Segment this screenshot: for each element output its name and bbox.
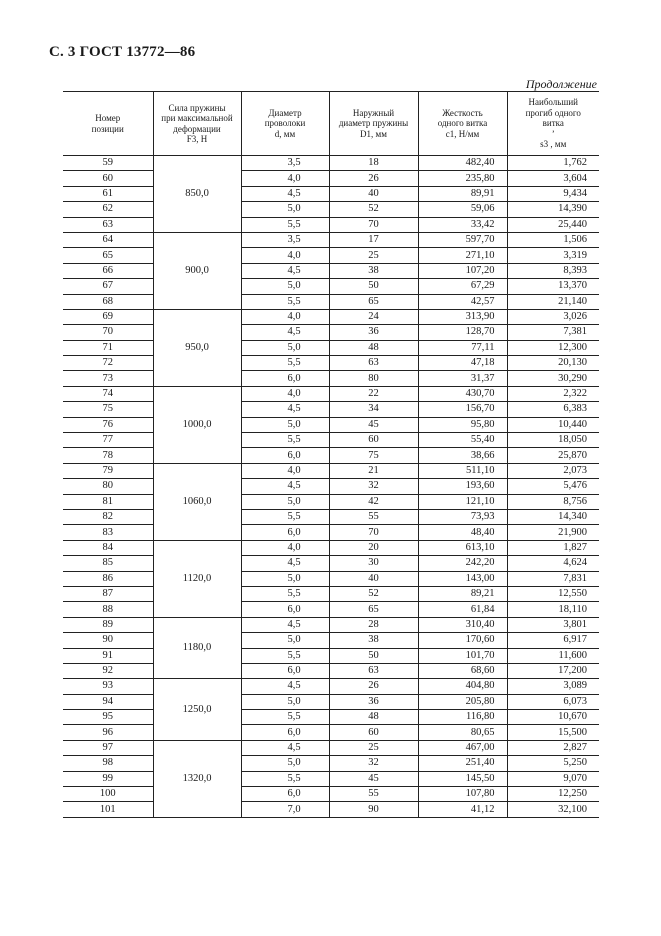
wire-diameter-cell: 5,5	[241, 648, 329, 663]
table-row	[63, 279, 599, 294]
outer-diameter-cell: 38	[329, 633, 418, 648]
outer-diameter-cell: 80	[329, 371, 418, 386]
position-cell: 91	[63, 648, 153, 663]
deflection-cell: 30,290	[507, 371, 599, 386]
position-cell: 89	[63, 617, 153, 632]
stiffness-cell: 193,60	[418, 479, 507, 494]
stiffness-cell: 59,06	[418, 202, 507, 217]
page-title: С. 3 ГОСТ 13772—86	[49, 44, 196, 60]
wire-diameter-cell: 5,5	[241, 509, 329, 524]
deflection-cell: 18,050	[507, 433, 599, 448]
table-row	[63, 571, 599, 586]
position-cell: 95	[63, 710, 153, 725]
stiffness-cell: 33,42	[418, 217, 507, 232]
wire-diameter-cell: 4,0	[241, 386, 329, 401]
outer-diameter-cell: 24	[329, 309, 418, 324]
table-row	[63, 617, 599, 632]
table-row	[63, 679, 599, 694]
position-cell: 97	[63, 740, 153, 755]
spring-parameters-table	[63, 91, 599, 818]
outer-diameter-cell: 65	[329, 294, 418, 309]
position-cell: 96	[63, 725, 153, 740]
outer-diameter-cell: 21	[329, 463, 418, 478]
position-cell: 77	[63, 433, 153, 448]
outer-diameter-cell: 32	[329, 756, 418, 771]
outer-diameter-cell: 90	[329, 802, 418, 817]
outer-diameter-cell: 25	[329, 740, 418, 755]
force-cell: 950,0	[153, 309, 241, 386]
stiffness-cell: 467,00	[418, 740, 507, 755]
stiffness-cell: 121,10	[418, 494, 507, 509]
position-cell: 59	[63, 156, 153, 171]
wire-diameter-cell: 4,5	[241, 402, 329, 417]
outer-diameter-cell: 17	[329, 232, 418, 247]
outer-diameter-cell: 20	[329, 540, 418, 555]
table-row	[63, 356, 599, 371]
position-cell: 74	[63, 386, 153, 401]
outer-diameter-cell: 36	[329, 325, 418, 340]
position-cell: 76	[63, 417, 153, 432]
stiffness-cell: 55,40	[418, 433, 507, 448]
wire-diameter-cell: 4,5	[241, 186, 329, 201]
table-row	[63, 710, 599, 725]
wire-diameter-cell: 6,0	[241, 663, 329, 678]
table-row	[63, 556, 599, 571]
outer-diameter-cell: 60	[329, 725, 418, 740]
deflection-cell: 21,900	[507, 525, 599, 540]
stiffness-cell: 95,80	[418, 417, 507, 432]
outer-diameter-cell: 34	[329, 402, 418, 417]
deflection-cell: 12,300	[507, 340, 599, 355]
column-header-position: Номер позиции	[63, 92, 153, 156]
position-cell: 67	[63, 279, 153, 294]
stiffness-cell: 77,11	[418, 340, 507, 355]
force-cell: 1000,0	[153, 386, 241, 463]
wire-diameter-cell: 5,0	[241, 279, 329, 294]
table-row	[63, 725, 599, 740]
deflection-cell: 1,762	[507, 156, 599, 171]
table-row	[63, 494, 599, 509]
position-cell: 70	[63, 325, 153, 340]
outer-diameter-cell: 42	[329, 494, 418, 509]
table-row	[63, 802, 599, 817]
deflection-cell: 25,870	[507, 448, 599, 463]
deflection-cell: 10,440	[507, 417, 599, 432]
position-cell: 94	[63, 694, 153, 709]
outer-diameter-cell: 70	[329, 525, 418, 540]
table-row	[63, 771, 599, 786]
wire-diameter-cell: 5,5	[241, 217, 329, 232]
force-cell: 1060,0	[153, 463, 241, 540]
table-row	[63, 648, 599, 663]
table-row	[63, 402, 599, 417]
wire-diameter-cell: 5,5	[241, 433, 329, 448]
wire-diameter-cell: 4,5	[241, 325, 329, 340]
force-cell: 850,0	[153, 156, 241, 233]
wire-diameter-cell: 6,0	[241, 602, 329, 617]
table-row	[63, 602, 599, 617]
deflection-cell: 5,476	[507, 479, 599, 494]
outer-diameter-cell: 26	[329, 679, 418, 694]
outer-diameter-cell: 52	[329, 202, 418, 217]
stiffness-cell: 38,66	[418, 448, 507, 463]
position-cell: 78	[63, 448, 153, 463]
position-cell: 73	[63, 371, 153, 386]
deflection-cell: 3,604	[507, 171, 599, 186]
table-row	[63, 740, 599, 755]
outer-diameter-cell: 55	[329, 509, 418, 524]
wire-diameter-cell: 6,0	[241, 525, 329, 540]
table-row	[63, 694, 599, 709]
stiffness-cell: 107,80	[418, 787, 507, 802]
wire-diameter-cell: 5,0	[241, 494, 329, 509]
wire-diameter-cell: 6,0	[241, 787, 329, 802]
deflection-cell: 9,434	[507, 186, 599, 201]
stiffness-cell: 613,10	[418, 540, 507, 555]
wire-diameter-cell: 3,5	[241, 156, 329, 171]
position-cell: 81	[63, 494, 153, 509]
deflection-cell: 6,917	[507, 633, 599, 648]
table-row	[63, 340, 599, 355]
table-row	[63, 586, 599, 601]
stiffness-cell: 48,40	[418, 525, 507, 540]
stiffness-cell: 116,80	[418, 710, 507, 725]
position-cell: 62	[63, 202, 153, 217]
wire-diameter-cell: 5,0	[241, 571, 329, 586]
table-row	[63, 263, 599, 278]
deflection-cell: 2,322	[507, 386, 599, 401]
wire-diameter-cell: 5,5	[241, 586, 329, 601]
position-cell: 90	[63, 633, 153, 648]
stiffness-cell: 101,70	[418, 648, 507, 663]
stiffness-cell: 68,60	[418, 663, 507, 678]
position-cell: 92	[63, 663, 153, 678]
outer-diameter-cell: 32	[329, 479, 418, 494]
wire-diameter-cell: 4,0	[241, 540, 329, 555]
deflection-cell: 7,831	[507, 571, 599, 586]
wire-diameter-cell: 4,0	[241, 463, 329, 478]
deflection-cell: 32,100	[507, 802, 599, 817]
column-header-stiffness: Жесткость одного витка c1, Н/мм	[418, 92, 507, 156]
outer-diameter-cell: 52	[329, 586, 418, 601]
table-body	[63, 156, 599, 818]
deflection-cell: 4,624	[507, 556, 599, 571]
stiffness-cell: 73,93	[418, 509, 507, 524]
position-cell: 68	[63, 294, 153, 309]
outer-diameter-cell: 45	[329, 417, 418, 432]
deflection-cell: 8,393	[507, 263, 599, 278]
column-header-wire-diameter: Диаметр проволоки d, мм	[241, 92, 329, 156]
outer-diameter-cell: 63	[329, 663, 418, 678]
deflection-cell: 10,670	[507, 710, 599, 725]
outer-diameter-cell: 36	[329, 694, 418, 709]
outer-diameter-cell: 45	[329, 771, 418, 786]
stiffness-cell: 80,65	[418, 725, 507, 740]
wire-diameter-cell: 5,0	[241, 633, 329, 648]
position-cell: 85	[63, 556, 153, 571]
table-row	[63, 540, 599, 555]
deflection-cell: 8,756	[507, 494, 599, 509]
outer-diameter-cell: 28	[329, 617, 418, 632]
position-cell: 87	[63, 586, 153, 601]
outer-diameter-cell: 26	[329, 171, 418, 186]
table-row	[63, 756, 599, 771]
outer-diameter-cell: 30	[329, 556, 418, 571]
wire-diameter-cell: 5,0	[241, 694, 329, 709]
force-cell: 1320,0	[153, 740, 241, 817]
stiffness-cell: 271,10	[418, 248, 507, 263]
table-row	[63, 156, 599, 171]
force-cell: 1180,0	[153, 617, 241, 679]
wire-diameter-cell: 4,5	[241, 263, 329, 278]
position-cell: 99	[63, 771, 153, 786]
position-cell: 83	[63, 525, 153, 540]
outer-diameter-cell: 65	[329, 602, 418, 617]
outer-diameter-cell: 50	[329, 648, 418, 663]
position-cell: 88	[63, 602, 153, 617]
table-row	[63, 417, 599, 432]
position-cell: 82	[63, 509, 153, 524]
stiffness-cell: 251,40	[418, 756, 507, 771]
table-row	[63, 309, 599, 324]
wire-diameter-cell: 4,0	[241, 248, 329, 263]
stiffness-cell: 313,90	[418, 309, 507, 324]
outer-diameter-cell: 63	[329, 356, 418, 371]
stiffness-cell: 235,80	[418, 171, 507, 186]
outer-diameter-cell: 70	[329, 217, 418, 232]
deflection-cell: 3,319	[507, 248, 599, 263]
deflection-cell: 1,827	[507, 540, 599, 555]
stiffness-cell: 67,29	[418, 279, 507, 294]
deflection-cell: 7,381	[507, 325, 599, 340]
stiffness-cell: 128,70	[418, 325, 507, 340]
table-row	[63, 448, 599, 463]
stiffness-cell: 205,80	[418, 694, 507, 709]
stiffness-cell: 47,18	[418, 356, 507, 371]
table-row	[63, 171, 599, 186]
force-cell: 1120,0	[153, 540, 241, 617]
force-cell: 900,0	[153, 232, 241, 309]
deflection-cell: 11,600	[507, 648, 599, 663]
deflection-cell: 17,200	[507, 663, 599, 678]
stiffness-cell: 511,10	[418, 463, 507, 478]
stiffness-cell: 404,80	[418, 679, 507, 694]
table-row	[63, 386, 599, 401]
position-cell: 86	[63, 571, 153, 586]
wire-diameter-cell: 5,5	[241, 294, 329, 309]
wire-diameter-cell: 6,0	[241, 725, 329, 740]
wire-diameter-cell: 5,5	[241, 771, 329, 786]
deflection-cell: 21,140	[507, 294, 599, 309]
stiffness-cell: 41,12	[418, 802, 507, 817]
column-header-deflection: Наибольший прогиб одного витка ’ s3 , мм	[507, 92, 599, 156]
deflection-cell: 12,550	[507, 586, 599, 601]
wire-diameter-cell: 5,5	[241, 710, 329, 725]
wire-diameter-cell: 7,0	[241, 802, 329, 817]
wire-diameter-cell: 4,0	[241, 171, 329, 186]
stiffness-cell: 310,40	[418, 617, 507, 632]
stiffness-cell: 89,21	[418, 586, 507, 601]
outer-diameter-cell: 40	[329, 571, 418, 586]
table-row	[63, 217, 599, 232]
position-cell: 66	[63, 263, 153, 278]
table-row	[63, 663, 599, 678]
deflection-cell: 5,250	[507, 756, 599, 771]
stiffness-cell: 42,57	[418, 294, 507, 309]
position-cell: 64	[63, 232, 153, 247]
position-cell: 65	[63, 248, 153, 263]
deflection-cell: 14,340	[507, 509, 599, 524]
deflection-cell: 12,250	[507, 787, 599, 802]
wire-diameter-cell: 4,5	[241, 617, 329, 632]
table-row	[63, 787, 599, 802]
deflection-cell: 3,089	[507, 679, 599, 694]
position-cell: 69	[63, 309, 153, 324]
table-row	[63, 371, 599, 386]
position-cell: 71	[63, 340, 153, 355]
position-cell: 63	[63, 217, 153, 232]
position-cell: 72	[63, 356, 153, 371]
outer-diameter-cell: 38	[329, 263, 418, 278]
position-cell: 93	[63, 679, 153, 694]
wire-diameter-cell: 4,5	[241, 479, 329, 494]
table-row	[63, 202, 599, 217]
position-cell: 60	[63, 171, 153, 186]
deflection-cell: 3,026	[507, 309, 599, 324]
position-cell: 80	[63, 479, 153, 494]
outer-diameter-cell: 25	[329, 248, 418, 263]
deflection-cell: 25,440	[507, 217, 599, 232]
table-header-row	[63, 92, 599, 156]
outer-diameter-cell: 75	[329, 448, 418, 463]
table-row	[63, 633, 599, 648]
stiffness-cell: 482,40	[418, 156, 507, 171]
deflection-cell: 1,506	[507, 232, 599, 247]
position-cell: 84	[63, 540, 153, 555]
stiffness-cell: 31,37	[418, 371, 507, 386]
outer-diameter-cell: 50	[329, 279, 418, 294]
wire-diameter-cell: 4,5	[241, 556, 329, 571]
wire-diameter-cell: 4,5	[241, 740, 329, 755]
position-cell: 79	[63, 463, 153, 478]
wire-diameter-cell: 5,0	[241, 202, 329, 217]
wire-diameter-cell: 6,0	[241, 371, 329, 386]
outer-diameter-cell: 22	[329, 386, 418, 401]
wire-diameter-cell: 5,5	[241, 356, 329, 371]
outer-diameter-cell: 40	[329, 186, 418, 201]
table-row	[63, 433, 599, 448]
stiffness-cell: 156,70	[418, 402, 507, 417]
outer-diameter-cell: 60	[329, 433, 418, 448]
deflection-cell: 9,070	[507, 771, 599, 786]
stiffness-cell: 89,91	[418, 186, 507, 201]
continuation-label: Продолжение	[525, 77, 597, 91]
wire-diameter-cell: 4,5	[241, 679, 329, 694]
stiffness-cell: 430,70	[418, 386, 507, 401]
wire-diameter-cell: 3,5	[241, 232, 329, 247]
table-row	[63, 463, 599, 478]
position-cell: 98	[63, 756, 153, 771]
stiffness-cell: 107,20	[418, 263, 507, 278]
deflection-cell: 2,073	[507, 463, 599, 478]
deflection-cell: 6,073	[507, 694, 599, 709]
deflection-cell: 20,130	[507, 356, 599, 371]
column-header-outer-diameter: Наружный диаметр пружины D1, мм	[329, 92, 418, 156]
table-row	[63, 186, 599, 201]
position-cell: 100	[63, 787, 153, 802]
wire-diameter-cell: 5,0	[241, 756, 329, 771]
stiffness-cell: 145,50	[418, 771, 507, 786]
deflection-cell: 3,801	[507, 617, 599, 632]
deflection-cell: 15,500	[507, 725, 599, 740]
deflection-cell: 6,383	[507, 402, 599, 417]
deflection-cell: 14,390	[507, 202, 599, 217]
stiffness-cell: 170,60	[418, 633, 507, 648]
outer-diameter-cell: 18	[329, 156, 418, 171]
outer-diameter-cell: 48	[329, 710, 418, 725]
stiffness-cell: 597,70	[418, 232, 507, 247]
position-cell: 61	[63, 186, 153, 201]
table-row	[63, 525, 599, 540]
position-cell: 101	[63, 802, 153, 817]
deflection-cell: 2,827	[507, 740, 599, 755]
position-cell: 75	[63, 402, 153, 417]
table-row	[63, 248, 599, 263]
wire-diameter-cell: 5,0	[241, 340, 329, 355]
force-cell: 1250,0	[153, 679, 241, 741]
wire-diameter-cell: 4,0	[241, 309, 329, 324]
outer-diameter-cell: 55	[329, 787, 418, 802]
wire-diameter-cell: 6,0	[241, 448, 329, 463]
stiffness-cell: 143,00	[418, 571, 507, 586]
column-header-force: Сила пружины при максимальной деформации F3, Н	[153, 92, 241, 156]
deflection-cell: 13,370	[507, 279, 599, 294]
table-row	[63, 325, 599, 340]
stiffness-cell: 242,20	[418, 556, 507, 571]
table-row	[63, 294, 599, 309]
table-row	[63, 232, 599, 247]
stiffness-cell: 61,84	[418, 602, 507, 617]
outer-diameter-cell: 48	[329, 340, 418, 355]
table-row	[63, 509, 599, 524]
table-row	[63, 479, 599, 494]
deflection-cell: 18,110	[507, 602, 599, 617]
wire-diameter-cell: 5,0	[241, 417, 329, 432]
